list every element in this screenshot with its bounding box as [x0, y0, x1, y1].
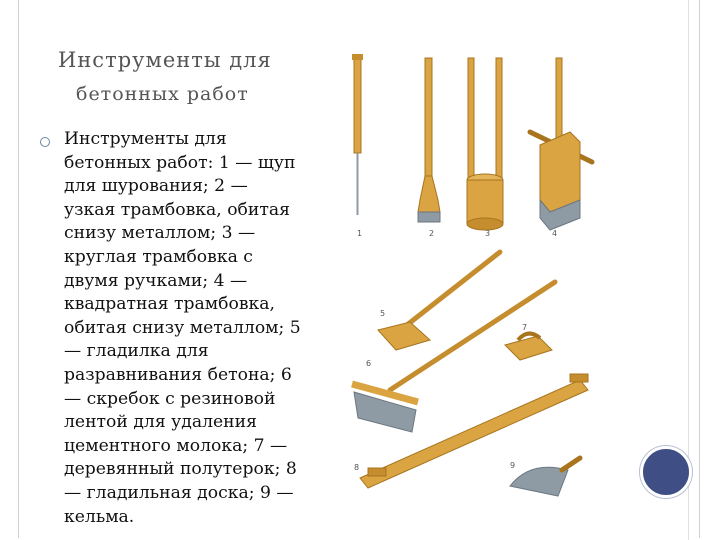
- tool-float: [378, 252, 500, 350]
- slide-body-text: Инструменты для бетонных работ: 1 — щуп для шурования; 2 — узкая трамбовка, обитая снизу металлом; 3 — круглая трамбовка с двумя ручками; 4 — квадратная трамбовка, обитая снизу металлом; 5 — гладилка для разравнивания бетона; 6 — скребок с резиновой лентой для удаления цементного молока; 7 — деревянный полутерок; 8 — гладильная доска; 9 — кельма.: [64, 129, 301, 527]
- tool-label-1: 1: [357, 229, 363, 238]
- tool-probe: [352, 54, 363, 215]
- slide-title-line1: Инструменты для: [58, 48, 272, 72]
- tool-label-8: 8: [354, 463, 360, 472]
- tool-narrow-tamper: [418, 58, 440, 222]
- tool-hand-float: [505, 333, 552, 360]
- tool-label-2: 2: [429, 229, 435, 238]
- tool-label-6: 6: [366, 359, 372, 368]
- tool-label-3: 3: [485, 229, 491, 238]
- tool-trowel: [510, 458, 580, 496]
- tool-label-4: 4: [552, 229, 558, 238]
- tool-label-5: 5: [380, 309, 386, 318]
- tool-label-9: 9: [510, 461, 516, 470]
- tool-square-tamper: [530, 58, 592, 230]
- decorative-circle: [640, 446, 692, 498]
- slide-title-line2: бетонных работ: [76, 83, 249, 105]
- bullet-icon: [40, 137, 50, 147]
- tool-label-7: 7: [522, 323, 528, 332]
- tool-round-tamper: [467, 58, 503, 230]
- tools-illustration: [330, 40, 690, 510]
